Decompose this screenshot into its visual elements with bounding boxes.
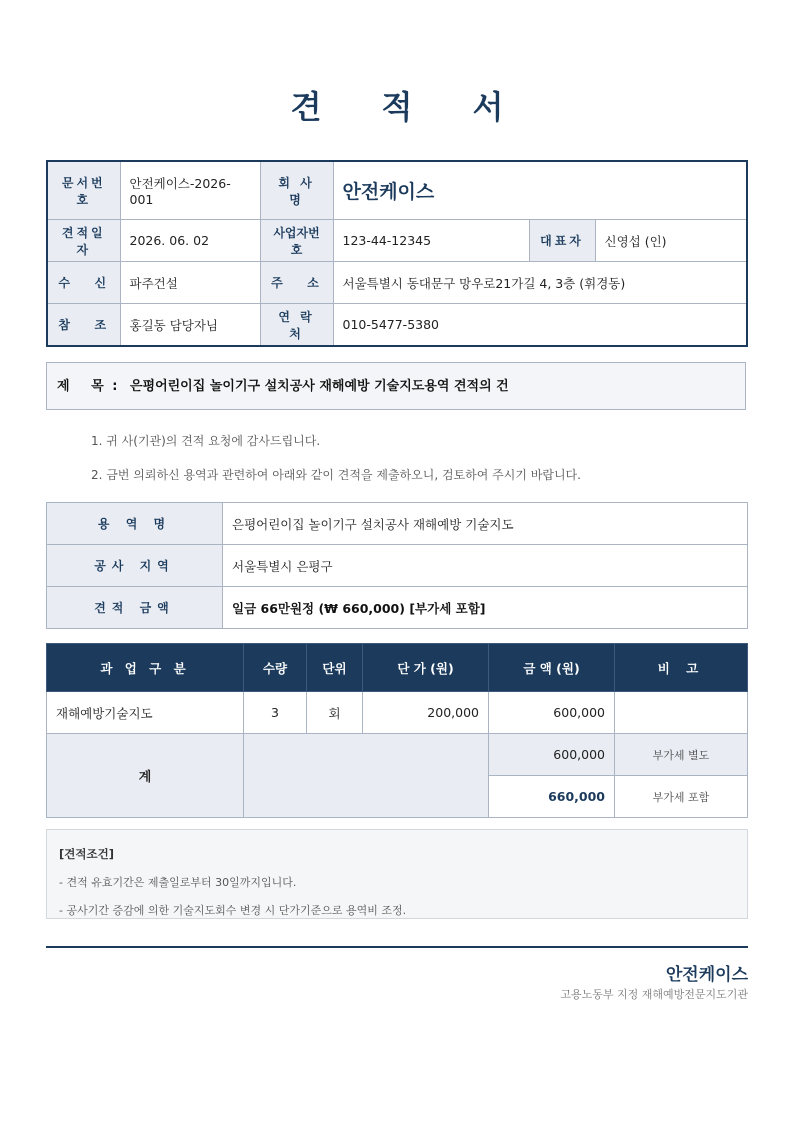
row-unit: 회 [307,692,363,734]
subtotal-value: 600,000 [489,734,615,776]
title-char: 견 [290,88,322,126]
condition-item: - 공사기간 증감에 의한 기술지도회수 변경 시 단가기준으로 용역비 조정. [59,904,407,917]
company-label: 회 사 명 [260,161,333,220]
total-value: 660,000 [489,776,615,818]
footer-divider [46,946,748,948]
header-price: 단 가 (원) [363,644,489,692]
subject-box [46,362,746,410]
address-label: 주 소 [260,262,333,304]
header-amount: 금 액 (원) [489,644,615,692]
doc-no-value: 안전케이스-2026-001 [120,161,260,220]
recipient-value: 파주건설 [120,262,260,304]
row-amount: 600,000 [489,692,615,734]
ref-value: 홍길동 담당자님 [120,304,260,347]
conditions-heading: [견적조건] [59,847,114,861]
title-char: 적 [381,88,413,126]
conditions-box [46,829,748,919]
service-name-value: 은평어린이집 놀이기구 설치공사 재해예방 기술지도 [223,503,748,545]
document-title [0,82,794,128]
total-note: 부가세 포함 [615,776,748,818]
address-value: 서울특별시 동대문구 망우로21가길 4, 3층 (휘경동) [333,262,747,304]
service-table [46,502,748,629]
service-name-label: 용 역 명 [47,503,223,545]
header-item: 과 업 구 분 [47,644,244,692]
contact-value: 010-5477-5380 [333,304,747,347]
service-amount-value: 일금 66만원정 (₩ 660,000) [부가세 포함] [223,587,748,629]
date-label: 견적일자 [47,220,120,262]
condition-item: - 견적 유효기간은 제출일로부터 30일까지입니다. [59,876,297,889]
ceo-label: 대표자 [529,220,595,262]
info-table [46,160,748,347]
row-note [615,692,748,734]
date-value: 2026. 06. 02 [120,220,260,262]
total-spacer [244,734,489,818]
bizno-label: 사업자번호 [260,220,333,262]
doc-no-label: 문서번호 [47,161,120,220]
table-row [47,692,748,734]
service-amount-label: 견적 금액 [47,587,223,629]
service-area-value: 서울특별시 은평구 [223,545,748,587]
company-value: 안전케이스 [333,161,747,220]
subtotal-note: 부가세 별도 [615,734,748,776]
ceo-value: 신영섭 (인) [595,220,747,262]
service-area-label: 공사 지역 [47,545,223,587]
bizno-value: 123-44-12345 [333,220,529,262]
body-line-1: 1. 귀 사(기관)의 견적 요청에 감사드립니다. [91,434,321,448]
contact-label: 연 락 처 [260,304,333,347]
title-char: 서 [472,88,504,126]
header-note: 비 고 [615,644,748,692]
row-price: 200,000 [363,692,489,734]
footer-brand: 안전케이스 [665,965,748,985]
row-qty: 3 [244,692,307,734]
subject-label: 제 목 : [57,379,120,394]
recipient-label: 수 신 [47,262,120,304]
header-unit: 단위 [307,644,363,692]
footer-subtitle: 고용노동부 지정 재해예방전문지도기관 [560,988,748,1001]
total-label: 계 [47,734,244,818]
row-item: 재해예방기술지도 [47,692,244,734]
header-qty: 수량 [244,644,307,692]
ref-label: 참 조 [47,304,120,347]
quote-table [46,643,748,818]
subject-text: 은평어린이집 놀이기구 설치공사 재해예방 기술지도용역 견적의 건 [129,379,509,394]
body-line-2: 2. 금번 의뢰하신 용역과 관련하여 아래와 같이 견적을 제출하오니, 검토하여 주시기 바랍니다. [91,468,581,482]
